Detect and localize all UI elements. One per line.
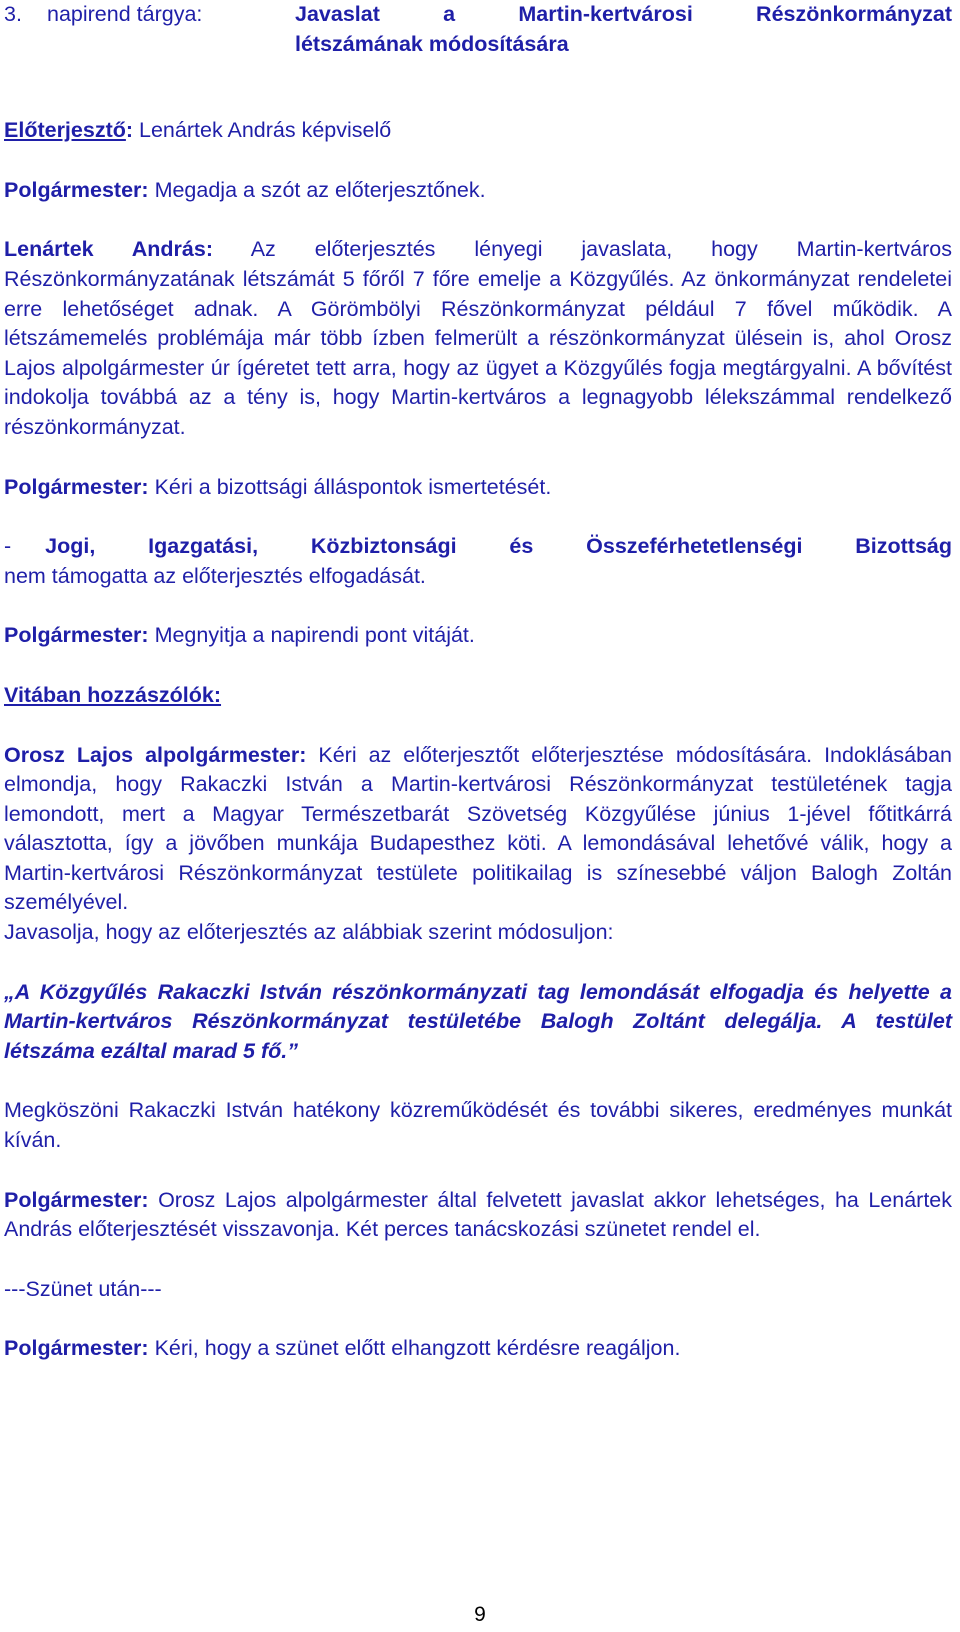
orosz-paragraph	[4, 741, 952, 919]
mayor-label-2: Polgármester:	[4, 474, 149, 499]
document-page	[4, 0, 952, 1364]
mayor-paragraph-4	[4, 1186, 952, 1245]
orosz-text: Kéri az előterjesztőt előterjesztése módosítására. Indoklásában elmondja, hogy Rakaczki István a Martin-kertvárosi Részönkormányzat testületének tagja lemondott, mert a Magyar Természetbarát Szövetség Közgyűlése június 1-jével főtitkárrá választotta, így a jövőben munkája Budapesthez köti. A lemondásával lehetővé válik, hogy a Martin-kertvárosi Részönkormányzat testülete politikailag is színesebbé váljon Balogh Zoltán személyével.	[4, 742, 952, 915]
agenda-item-title	[295, 0, 952, 59]
lenartek-text: Az előterjesztés lényegi javaslata, hogy Martin-kertváros Részönkormányzatának létszámát 5 főről 7 főre emelje a Közgyűlés. Az önkormányzat rendeletei erre lehetőséget adnak. A Görömbölyi Részönkormányzat például 7 fővel működik. A létszámemelés problémája már több ízben felmerült a részönkormányzat ülésein is, ahol Orosz Lajos alpolgármester úr ígéretet tett arra, hogy az ügyet a Közgyűlés fogja megtárgyalni. A bővítést indokolja továbbá az a tény is, hogy Martin-kertváros a legnagyobb lélekszámmal rendelkező részönkormányzat.	[4, 237, 952, 439]
mayor-paragraph-5	[4, 1334, 952, 1364]
mayor-text-3: Megnyitja a napirendi pont vitáját.	[148, 623, 475, 648]
committee-name: Jogi, Igazgatási, Közbiztonsági és Összeférhetetlenségi Bizottság	[45, 534, 952, 559]
committee-dash: -	[4, 534, 12, 559]
agenda-item-header	[4, 0, 952, 59]
agenda-item-label: napirend tárgya:	[47, 2, 203, 26]
mayor-label-5: Polgármester:	[4, 1336, 149, 1361]
agenda-item-title-line1: Javaslat a Martin-kertvárosi Részönkormányzat	[295, 2, 952, 26]
presenter-paragraph	[4, 116, 952, 146]
lenartek-paragraph	[4, 235, 952, 442]
mayor-label-1: Polgármester:	[4, 177, 149, 202]
lenartek-label: Lenártek András:	[4, 237, 213, 262]
page-number: 9	[474, 1603, 486, 1626]
committee-result: nem támogatta az előterjesztés elfogadását.	[4, 563, 426, 588]
presenter-colon: :	[125, 118, 134, 143]
proposal-quote: „A Közgyűlés Rakaczki István részönkormányzati tag lemondását elfogadja és helyette a Martin-kertváros Részönkormányzat testületébe Balogh Zoltánt delegálja. A testület létszáma ezáltal marad 5 fő.”	[4, 979, 952, 1063]
mayor-paragraph-1	[4, 176, 952, 206]
mayor-text-1: Megadja a szót az előterjesztőnek.	[148, 177, 486, 202]
mayor-text-2: Kéri a bizottsági álláspontok ismertetését.	[148, 474, 552, 499]
mayor-label-3: Polgármester:	[4, 623, 149, 648]
presenter-label: Előterjesztő	[4, 118, 126, 143]
break-marker: ---Szünet után---	[4, 1276, 162, 1301]
mayor-label-4: Polgármester:	[4, 1187, 149, 1212]
committee-line	[4, 532, 952, 562]
debate-heading: Vitában hozzászólók:	[4, 682, 222, 707]
mayor-paragraph-2	[4, 473, 952, 503]
mayor-text-4: Orosz Lajos alpolgármester által felvetett javaslat akkor lehetséges, ha Lenártek András előterjesztését visszavonja. Két perces tanácskozási szünetet rendel el.	[4, 1187, 952, 1242]
mayor-text-5: Kéri, hogy a szünet előtt elhangzott kérdésre reagáljon.	[148, 1336, 681, 1361]
orosz-label: Orosz Lajos alpolgármester:	[4, 742, 307, 767]
proposal-intro: Javasolja, hogy az előterjesztés az alábbiak szerint módosuljon:	[4, 920, 614, 945]
agenda-item-title-line2: létszámának módosítására	[295, 31, 569, 56]
agenda-item-number: 3.	[4, 2, 22, 26]
thanks-paragraph: Megköszöni Rakaczki István hatékony közreműködését és további sikeres, eredményes munkát kíván.	[4, 1098, 952, 1153]
presenter-text: Lenártek András képviselő	[133, 118, 392, 143]
mayor-paragraph-3	[4, 621, 952, 651]
